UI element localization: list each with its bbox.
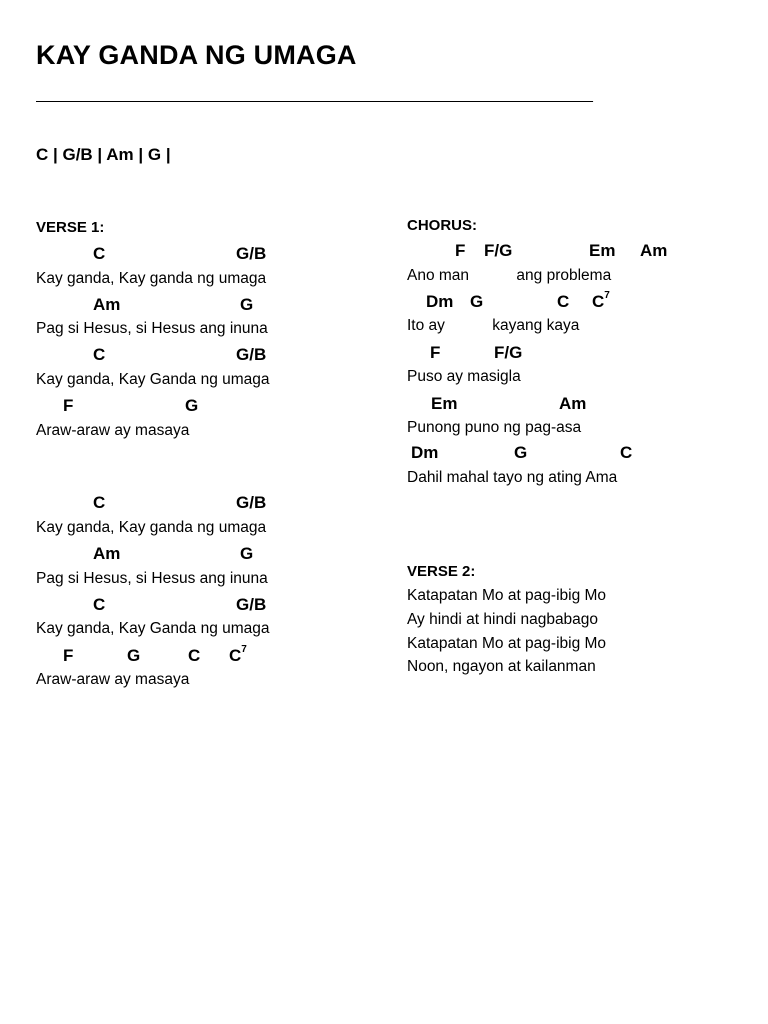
chord: G: [240, 544, 254, 563]
chord: C: [93, 493, 106, 512]
chord: Am: [93, 295, 121, 314]
title-underline: ________________________________________________________________: [36, 86, 593, 103]
lyric-line: Punong puno ng pag-asa: [407, 419, 582, 436]
lyric-line: Pag si Hesus, si Hesus ang inuna: [36, 570, 268, 587]
chord-with-superscript: [229, 646, 247, 666]
chord-superscript: 7: [604, 290, 610, 301]
chord: G/B: [236, 345, 267, 364]
chord: G: [185, 396, 199, 415]
chord: Dm: [411, 443, 439, 462]
chord: Dm: [426, 292, 454, 311]
chord: C: [93, 244, 106, 263]
lyric-line: Kay ganda, Kay Ganda ng umaga: [36, 371, 270, 388]
lyric-line: Katapatan Mo at pag-ibig Mo: [407, 587, 607, 604]
chord: C: [93, 595, 106, 614]
chord: C: [620, 443, 633, 462]
chord-superscript: 7: [241, 644, 247, 655]
chord: C: [188, 646, 201, 665]
chord-with-superscript: [592, 292, 610, 312]
lyric-line: Ano man ang problema: [407, 267, 612, 284]
chord: F/G: [494, 343, 523, 362]
lyric-line: Kay ganda, Kay ganda ng umaga: [36, 270, 267, 287]
lyric-line: Katapatan Mo at pag-ibig Mo: [407, 635, 607, 652]
lyric-line: Puso ay masigla: [407, 368, 521, 385]
chord: Am: [559, 394, 587, 413]
chord: Am: [640, 241, 668, 260]
chord: C: [93, 345, 106, 364]
lyric-line: Kay ganda, Kay ganda ng umaga: [36, 519, 267, 536]
chord: F: [63, 396, 74, 415]
chord: G/B: [236, 244, 267, 263]
chord: Am: [93, 544, 121, 563]
chord: C: [592, 292, 605, 311]
lyric-line: Dahil mahal tayo ng ating Ama: [407, 469, 618, 486]
lyric-line: Noon, ngayon at kailanman: [407, 658, 596, 675]
song-title: KAY GANDA NG UMAGA: [36, 40, 357, 70]
chord: C: [557, 292, 570, 311]
chord: G/B: [236, 493, 267, 512]
chord: G: [514, 443, 528, 462]
lyric-line: Araw-araw ay masaya: [36, 422, 190, 439]
chord: G/B: [236, 595, 267, 614]
chord: F: [63, 646, 74, 665]
lyric-line: Araw-araw ay masaya: [36, 671, 190, 688]
chord: G: [470, 292, 484, 311]
chorus-header: CHORUS:: [407, 217, 477, 234]
chord: Em: [431, 394, 458, 413]
chord: F: [455, 241, 466, 260]
chord: F: [430, 343, 441, 362]
chord: G: [240, 295, 254, 314]
verse-2-header: VERSE 2:: [407, 563, 476, 580]
lyric-line: Ito ay kayang kaya: [407, 317, 580, 334]
verse-1-header: VERSE 1:: [36, 219, 105, 236]
lyric-line: Pag si Hesus, si Hesus ang inuna: [36, 320, 268, 337]
chord: G: [127, 646, 141, 665]
chord: C: [229, 646, 242, 665]
chord-progression: C | G/B | Am | G |: [36, 145, 171, 164]
chord: Em: [589, 241, 616, 260]
lyric-line: Kay ganda, Kay Ganda ng umaga: [36, 620, 270, 637]
lyric-line: Ay hindi at hindi nagbabago: [407, 611, 599, 628]
chord: F/G: [484, 241, 513, 260]
